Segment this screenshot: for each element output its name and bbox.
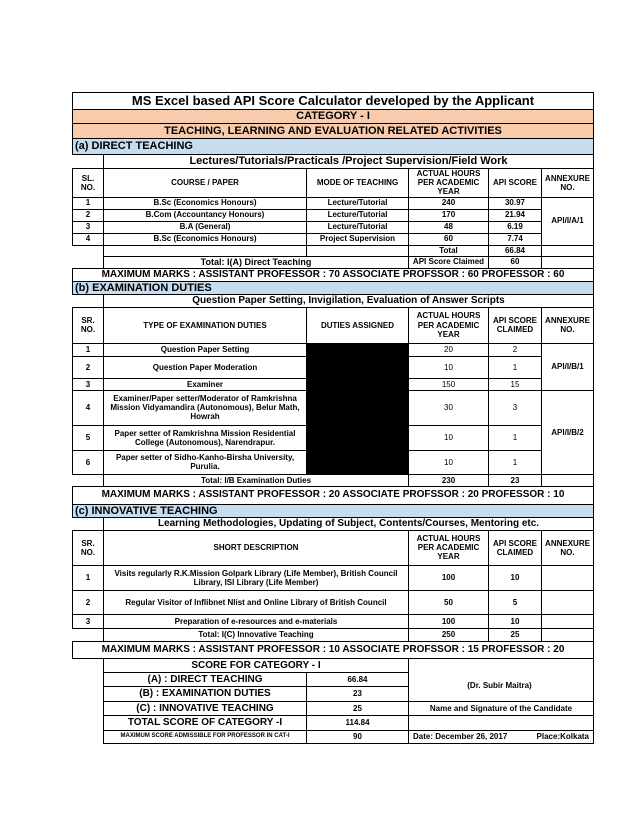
- score-cell: 10: [489, 565, 542, 590]
- table-row: [73, 425, 594, 450]
- duty-type-cell: Paper setter of Ramkrishna Mission Residential College (Autonomous), Narendrapur.: [104, 425, 307, 450]
- course-cell: B.Sc (Economics Honours): [104, 197, 307, 209]
- summary-value: 25: [307, 701, 409, 715]
- total-hours: 230: [409, 474, 489, 486]
- duty-type-cell: Examiner/Paper setter/Moderator of Ramkrishna Mission Vidyamandira (Autonomous), Belur Math, Howrah: [104, 390, 307, 425]
- max-score-label: MAXIMUM SCORE ADMISSIBLE FOR PROFESSOR IN CAT-I: [104, 730, 307, 743]
- column-header: API SCORE CLAIMED: [489, 530, 542, 565]
- mode-cell: Lecture/Tutorial: [307, 209, 409, 221]
- score-cell: 10: [489, 614, 542, 628]
- description-cell: Visits regularly R.K.Mission Golpark Library (Life Member), British Council Library, ISI Library (Life Member): [104, 565, 409, 590]
- hours-cell: 100: [409, 614, 489, 628]
- score-cell: 1: [489, 356, 542, 378]
- sheet-title: MS Excel based API Score Calculator developed by the Applicant: [73, 93, 594, 110]
- score-cell: 30.97: [489, 197, 542, 209]
- row-number: 3: [73, 221, 104, 233]
- claimed-value: 60: [489, 256, 542, 268]
- score-cell: 1: [489, 425, 542, 450]
- column-header: SHORT DESCRIPTION: [104, 530, 409, 565]
- score-cell: 5: [489, 590, 542, 614]
- column-header: MODE OF TEACHING: [307, 169, 409, 198]
- row-number: 6: [73, 450, 104, 474]
- category-label: CATEGORY - I: [73, 110, 594, 124]
- total-value: 66.84: [489, 245, 542, 256]
- section-a-heading: (a) DIRECT TEACHING: [73, 139, 594, 155]
- total-hours: 250: [409, 628, 489, 641]
- table-row: [73, 390, 594, 425]
- section-c-header-row: [73, 530, 594, 565]
- annexure-cell: [542, 614, 594, 628]
- column-header: ANNEXURE NO.: [542, 169, 594, 198]
- column-header: API SCORE CLAIMED: [489, 307, 542, 343]
- row-number: 2: [73, 356, 104, 378]
- table-row: [73, 233, 594, 245]
- hours-cell: 10: [409, 450, 489, 474]
- mode-cell: Project Supervision: [307, 233, 409, 245]
- section-b-max-marks: MAXIMUM MARKS : ASSISTANT PROFESSOR : 20 ASSOCIATE PROFSSOR : 20 PROFESSOR : 10: [73, 486, 594, 504]
- total-score: 25: [489, 628, 542, 641]
- annexure-cell: [542, 565, 594, 590]
- duty-type-cell: Paper setter of Sidho-Kanho-Birsha University, Purulia.: [104, 450, 307, 474]
- table-row: [73, 590, 594, 614]
- table-row: [73, 197, 594, 209]
- row-number: 2: [73, 590, 104, 614]
- summary-heading: SCORE FOR CATEGORY - I: [104, 658, 409, 672]
- hours-cell: 100: [409, 565, 489, 590]
- section-c-total-label: Total: I(C) Innovative Teaching: [104, 628, 409, 641]
- row-number: 1: [73, 343, 104, 356]
- hours-cell: 150: [409, 378, 489, 390]
- score-cell: 7.74: [489, 233, 542, 245]
- annexure-cell: API/I/A/1: [542, 197, 594, 245]
- table-row: [73, 378, 594, 390]
- score-cell: 6.19: [489, 221, 542, 233]
- score-cell: 15: [489, 378, 542, 390]
- summary-label: (C) : INNOVATIVE TEACHING: [104, 701, 307, 715]
- summary-value: 23: [307, 686, 409, 701]
- section-b-heading: (b) EXAMINATION DUTIES: [73, 281, 594, 295]
- section-b-header-row: [73, 307, 594, 343]
- row-number: 5: [73, 425, 104, 450]
- row-number: 2: [73, 209, 104, 221]
- annexure-cell: API/I/B/1: [542, 343, 594, 390]
- redacted-cell: [307, 425, 409, 450]
- max-score-value: 90: [307, 730, 409, 743]
- table-row: [73, 221, 594, 233]
- column-header: TYPE OF EXAMINATION DUTIES: [104, 307, 307, 343]
- table-row: [73, 356, 594, 378]
- hours-cell: 50: [409, 590, 489, 614]
- annexure-cell: [542, 590, 594, 614]
- total-score: 23: [489, 474, 542, 486]
- duty-type-cell: Question Paper Setting: [104, 343, 307, 356]
- hours-cell: 30: [409, 390, 489, 425]
- redacted-cell: [307, 343, 409, 356]
- course-cell: B.Com (Accountancy Honours): [104, 209, 307, 221]
- category-subtitle: TEACHING, LEARNING AND EVALUATION RELATED ACTIVITIES: [73, 124, 594, 139]
- section-a-max-marks: MAXIMUM MARKS : ASSISTANT PROFESSOR : 70 ASSOCIATE PROFSSOR : 60 PROFESSOR : 60: [73, 268, 594, 281]
- description-cell: Preparation of e-resources and e-materials: [104, 614, 409, 628]
- duty-type-cell: Examiner: [104, 378, 307, 390]
- table-row: [73, 209, 594, 221]
- hours-cell: 240: [409, 197, 489, 209]
- summary-value: 114.84: [307, 715, 409, 730]
- summary-label: (B) : EXAMINATION DUTIES: [104, 686, 307, 701]
- section-b-total-label: Total: I/B Examination Duties: [104, 474, 409, 486]
- section-a-subheading: Lectures/Tutorials/Practicals /Project Supervision/Field Work: [104, 155, 594, 169]
- table-row: [73, 343, 594, 356]
- column-header: ACTUAL HOURS PER ACADEMIC YEAR: [409, 307, 489, 343]
- description-cell: Regular Visitor of Inflibnet Nlist and Online Library of British Council: [104, 590, 409, 614]
- table-row: [73, 565, 594, 590]
- annexure-cell: API/I/B/2: [542, 390, 594, 474]
- column-header: ANNEXURE NO.: [542, 530, 594, 565]
- mode-cell: Lecture/Tutorial: [307, 221, 409, 233]
- duty-type-cell: Question Paper Moderation: [104, 356, 307, 378]
- column-header: SR. NO.: [73, 530, 104, 565]
- place-text: Place:Kolkata: [536, 732, 589, 742]
- column-header: DUTIES ASSIGNED: [307, 307, 409, 343]
- hours-cell: 48: [409, 221, 489, 233]
- table-row: [73, 614, 594, 628]
- score-cell: 2: [489, 343, 542, 356]
- row-number: 1: [73, 565, 104, 590]
- redacted-cell: [307, 356, 409, 378]
- signature-label: Name and Signature of the Candidate: [409, 701, 594, 715]
- row-number: 3: [73, 614, 104, 628]
- column-header: ACTUAL HOURS PER ACADEMIC YEAR: [409, 169, 489, 198]
- redacted-cell: [307, 450, 409, 474]
- summary-label: (A) : DIRECT TEACHING: [104, 672, 307, 686]
- claimed-label: API Score Claimed: [409, 256, 489, 268]
- redacted-cell: [307, 378, 409, 390]
- summary-value: 66.84: [307, 672, 409, 686]
- course-cell: B.Sc (Economics Honours): [104, 233, 307, 245]
- column-header: SL. NO.: [73, 169, 104, 198]
- section-b-subheading: Question Paper Setting, Invigilation, Evaluation of Answer Scripts: [104, 295, 594, 308]
- hours-cell: 10: [409, 356, 489, 378]
- section-c-heading: (c) INNOVATIVE TEACHING: [73, 504, 594, 518]
- api-score-sheet: [72, 92, 594, 744]
- section-a-header-row: [73, 169, 594, 198]
- date-text: Date: December 26, 2017: [413, 732, 508, 742]
- column-header: SR. NO.: [73, 307, 104, 343]
- mode-cell: Lecture/Tutorial: [307, 197, 409, 209]
- total-label: Total: [409, 245, 489, 256]
- signer-name: (Dr. Subir Maitra): [467, 681, 532, 690]
- row-number: 3: [73, 378, 104, 390]
- score-cell: 21.94: [489, 209, 542, 221]
- row-number: 4: [73, 233, 104, 245]
- column-header: ACTUAL HOURS PER ACADEMIC YEAR: [409, 530, 489, 565]
- section-c-max-marks: MAXIMUM MARKS : ASSISTANT PROFESSOR : 10 ASSOCIATE PROFSSOR : 15 PROFESSOR : 20: [73, 641, 594, 658]
- table-row: [73, 450, 594, 474]
- section-c-subheading: Learning Methodologies, Updating of Subject, Contents/Courses, Mentoring etc.: [104, 518, 594, 531]
- column-header: ANNEXURE NO.: [542, 307, 594, 343]
- column-header: API SCORE: [489, 169, 542, 198]
- hours-cell: 60: [409, 233, 489, 245]
- summary-label: TOTAL SCORE OF CATEGORY -I: [104, 715, 307, 730]
- section-a-total-label: Total: I(A) Direct Teaching: [104, 256, 409, 268]
- row-number: 4: [73, 390, 104, 425]
- redacted-cell: [307, 390, 409, 425]
- hours-cell: 170: [409, 209, 489, 221]
- hours-cell: 10: [409, 425, 489, 450]
- hours-cell: 20: [409, 343, 489, 356]
- column-header: COURSE / PAPER: [104, 169, 307, 198]
- score-cell: 3: [489, 390, 542, 425]
- row-number: 1: [73, 197, 104, 209]
- score-cell: 1: [489, 450, 542, 474]
- course-cell: B.A (General): [104, 221, 307, 233]
